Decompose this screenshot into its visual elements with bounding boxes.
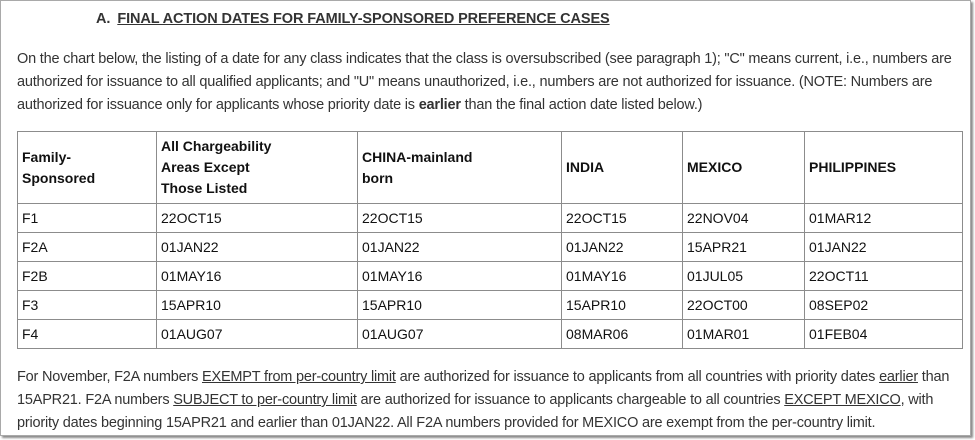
table-cell: 01MAY16 (157, 262, 358, 291)
table-row (18, 204, 963, 233)
header-china-text: CHINA-mainland born (362, 148, 473, 186)
table-cell: F3 (18, 291, 157, 320)
table-cell: 22OCT15 (358, 204, 562, 233)
table-cell: F1 (18, 204, 157, 233)
header-india (562, 132, 683, 204)
note-earlier-underline: earlier (879, 369, 918, 385)
table-cell: 15APR10 (562, 291, 683, 320)
table-cell: 08SEP02 (805, 291, 963, 320)
table-cell: 15APR10 (157, 291, 358, 320)
note-exempt-underline: EXEMPT from per-country limit (202, 369, 396, 385)
f2a-note-paragraph (17, 366, 965, 435)
table-cell: F2A (18, 233, 157, 262)
table-cell: 01JAN22 (157, 233, 358, 262)
table-cell: 01MAR12 (805, 204, 963, 233)
table-cell: 22OCT00 (683, 291, 805, 320)
note-text-2: are authorized for issuance to applicants from all countries with priority dates (395, 369, 880, 385)
note-text-1: For November, F2A numbers (17, 369, 202, 385)
header-family-sponsored-text: Family- Sponsored (22, 148, 96, 186)
intro-paragraph (17, 48, 965, 117)
header-china (358, 132, 562, 204)
table-cell: F2B (18, 262, 157, 291)
header-all-chargeability-text: All Chargeability Areas Except Those Listed (161, 138, 272, 196)
section-title: FINAL ACTION DATES FOR FAMILY-SPONSORED PREFERENCE CASES (117, 11, 610, 27)
header-mexico-text: MEXICO (687, 159, 743, 175)
header-india-text: INDIA (566, 159, 605, 175)
table-cell: 22OCT11 (805, 262, 963, 291)
table-cell: 01JUL05 (683, 262, 805, 291)
table-row (18, 291, 963, 320)
table-row (18, 320, 963, 349)
table-cell: 01JAN22 (562, 233, 683, 262)
header-all-chargeability (157, 132, 358, 204)
table-row (18, 233, 963, 262)
note-except-mexico-underline: EXCEPT MEXICO (784, 392, 901, 408)
intro-text-1: On the chart below, the listing of a date for any class indicates that the class is oversubscribed (see paragraph 1); "C" means current, i.e., numbers are authorized for issuance to all qualified applicants; and "U" means unauthorized, i.e., numbers are not authorized for issuance. (NOTE: Numbers are authorized for issuance only for applicants whose priority date is (17, 51, 952, 113)
table-cell: 22OCT15 (157, 204, 358, 233)
table-cell: 01MAY16 (358, 262, 562, 291)
table-cell: 01AUG07 (358, 320, 562, 349)
header-mexico (683, 132, 805, 204)
table-cell: 01JAN22 (358, 233, 562, 262)
note-subject-underline: SUBJECT to per-country limit (173, 392, 357, 408)
table-cell: 01AUG07 (157, 320, 358, 349)
table-header-row (18, 132, 963, 204)
header-philippines (805, 132, 963, 204)
table-cell: 15APR10 (358, 291, 562, 320)
table-cell: 01MAY16 (562, 262, 683, 291)
intro-bold-earlier: earlier (418, 97, 461, 113)
table-cell: F4 (18, 320, 157, 349)
table-cell: 01JAN22 (805, 233, 963, 262)
table-cell: 08MAR06 (562, 320, 683, 349)
table-cell: 22OCT15 (562, 204, 683, 233)
section-letter: A. (96, 11, 111, 27)
table-cell: 01MAR01 (683, 320, 805, 349)
note-text-4: are authorized for issuance to applicants chargeable to all countries (356, 392, 785, 408)
header-family-sponsored (18, 132, 157, 204)
note-text-3: than 15APR21. F2A numbers (17, 369, 950, 408)
header-philippines-text: PHILIPPINES (809, 159, 897, 175)
table-row (18, 262, 963, 291)
table-cell: 15APR21 (683, 233, 805, 262)
intro-text-2: than the final action date listed below.) (460, 97, 703, 113)
final-action-dates-table (17, 131, 963, 349)
note-text-5: , with priority dates beginning 15APR21 and earlier than 01JAN22. All F2A numbers provided for MEXICO are exempt from the per-country limit. (17, 392, 934, 431)
table-cell: 01FEB04 (805, 320, 963, 349)
table-cell: 22NOV04 (683, 204, 805, 233)
section-heading (96, 11, 610, 27)
